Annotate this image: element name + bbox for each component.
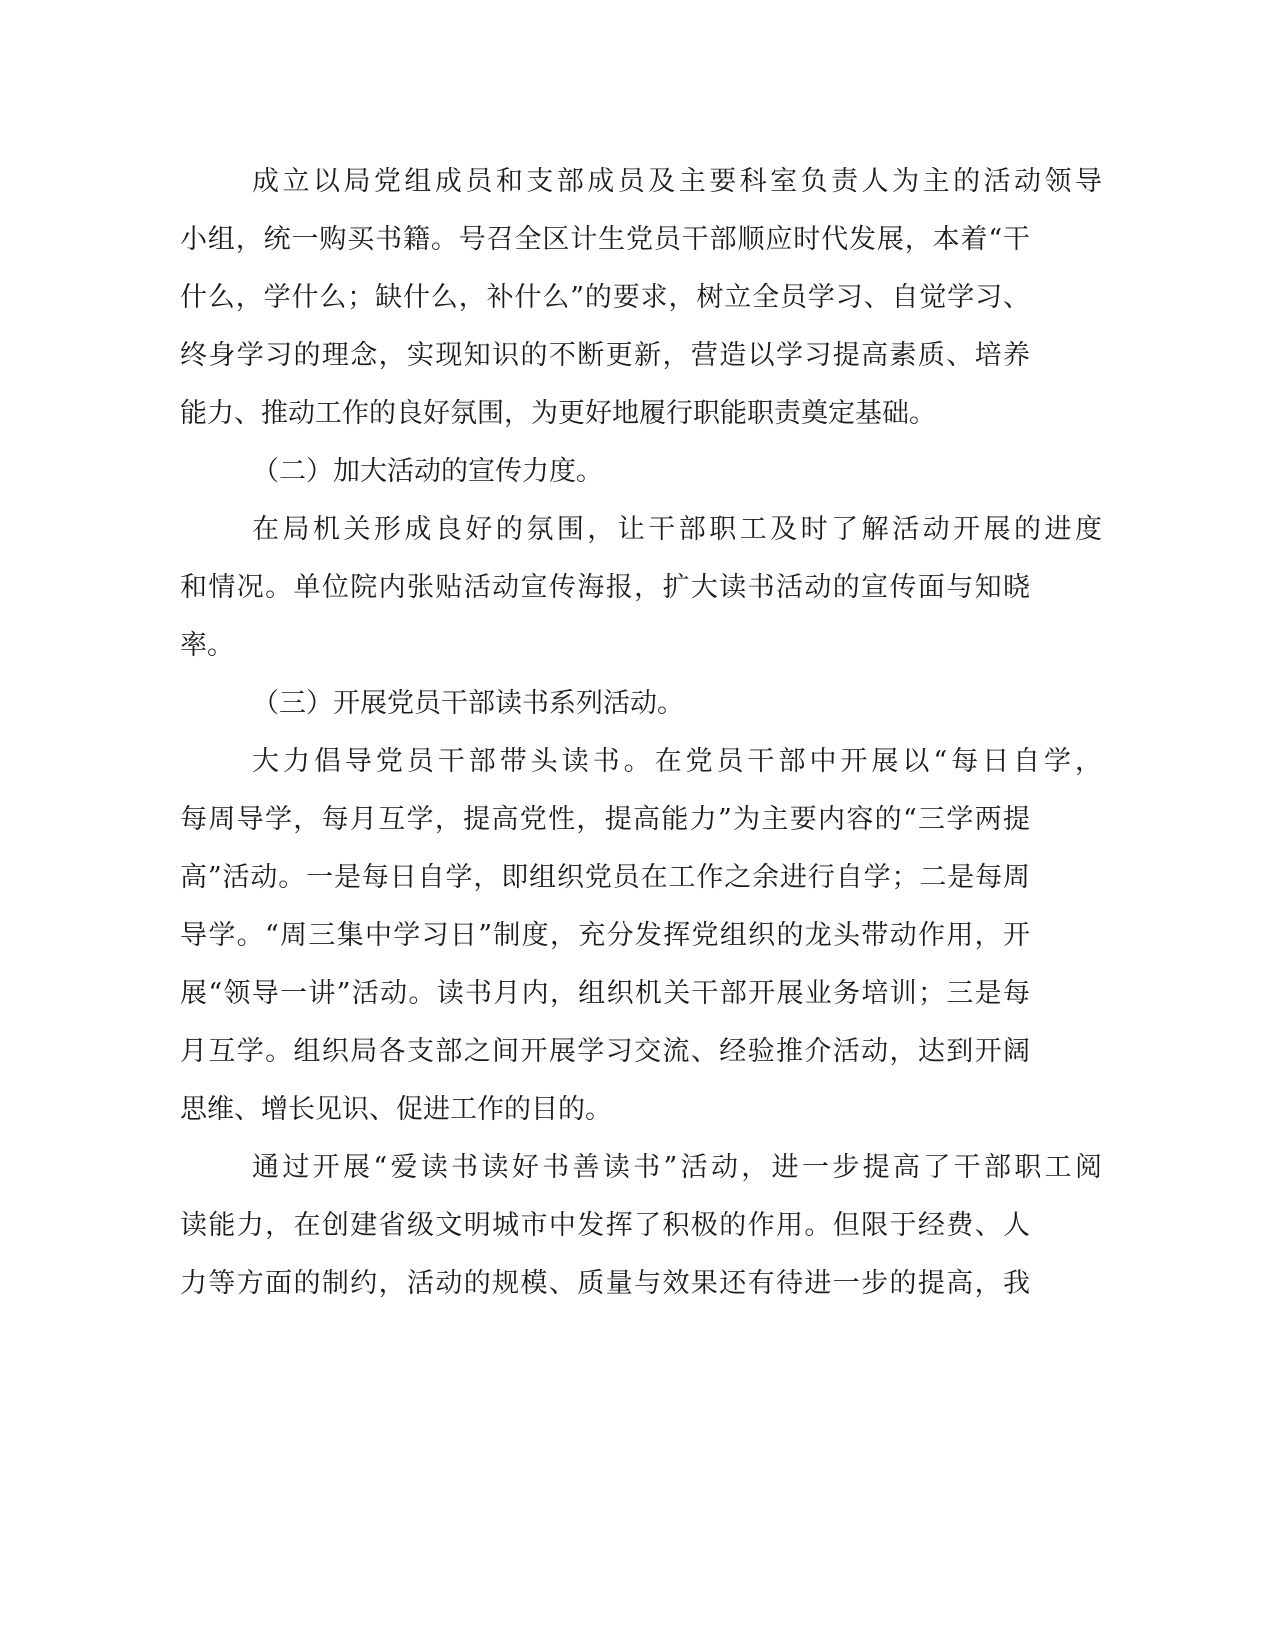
paragraph-line: 导学。“周三集中学习日”制度，充分发挥党组织的龙头带动作用，开 [180, 920, 1030, 951]
paragraph-line: 能力、推动工作的良好氛围，为更好地履行职能职责奠定基础。 [180, 398, 936, 429]
paragraph-line: 在局机关形成良好的氛围，让干部职工及时了解活动开展的进度 [252, 514, 1102, 545]
paragraph-line: 展“领导一讲”活动。读书月内，组织机关干部开展业务培训；三是每 [180, 978, 1030, 1009]
section-heading: （二）加大活动的宣传力度。 [252, 456, 603, 487]
paragraph-line: 率。 [180, 630, 234, 661]
paragraph-line: 小组，统一购买书籍。号召全区计生党员干部顺应时代发展，本着“干 [180, 224, 1030, 255]
paragraph-line: 高”活动。一是每日自学，即组织党员在工作之余进行自学；二是每周 [180, 862, 1030, 893]
paragraph-line: 思维、增长见识、促进工作的目的。 [180, 1094, 612, 1125]
paragraph-line: 每周导学，每月互学，提高党性，提高能力”为主要内容的“三学两提 [180, 804, 1030, 835]
paragraph-line: 成立以局党组成员和支部成员及主要科室负责人为主的活动领导 [252, 166, 1102, 197]
paragraph-line: 什么，学什么；缺什么，补什么”的要求，树立全员学习、自觉学习、 [180, 282, 1030, 313]
paragraph-line: 大力倡导党员干部带头读书。在党员干部中开展以“每日自学， [252, 746, 1102, 777]
paragraph-line: 和情况。单位院内张贴活动宣传海报，扩大读书活动的宣传面与知晓 [180, 572, 1030, 603]
paragraph-line: 读能力，在创建省级文明城市中发挥了积极的作用。但限于经费、人 [180, 1210, 1030, 1241]
paragraph-line: 终身学习的理念，实现知识的不断更新，营造以学习提高素质、培养 [180, 340, 1030, 371]
paragraph-line: 力等方面的制约，活动的规模、质量与效果还有待进一步的提高，我 [180, 1268, 1030, 1299]
paragraph-line: 月互学。组织局各支部之间开展学习交流、经验推介活动，达到开阔 [180, 1036, 1030, 1067]
section-heading: （三）开展党员干部读书系列活动。 [252, 688, 684, 719]
paragraph-line: 通过开展“爱读书读好书善读书”活动，进一步提高了干部职工阅 [252, 1152, 1102, 1183]
